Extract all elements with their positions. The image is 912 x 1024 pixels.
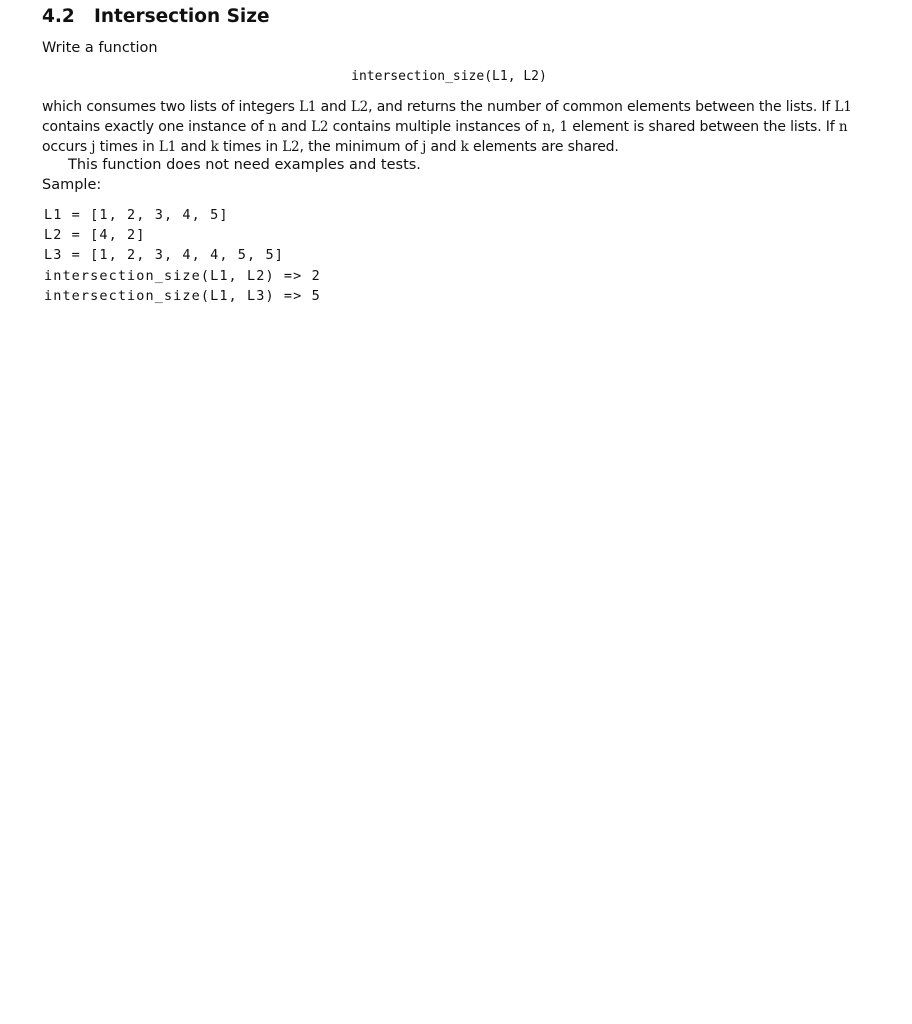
text-run: elements are shared. <box>468 139 619 155</box>
function-signature: intersection_size(L1, L2) <box>351 69 547 84</box>
text-run: , the minimum of <box>299 139 423 155</box>
intro-text: Write a function <box>42 40 158 56</box>
code-token: n <box>542 119 551 135</box>
code-token: k <box>210 139 219 155</box>
text-run: times in <box>218 139 283 155</box>
code-token: n <box>838 119 848 135</box>
code-line: L1 = [1, 2, 3, 4, 5] <box>44 207 229 223</box>
sample-code-block <box>44 205 321 306</box>
text-run: contains multiple instances of <box>328 119 543 135</box>
code-token: n <box>268 119 277 135</box>
code-token: k <box>460 139 469 155</box>
code-token: j <box>91 139 96 155</box>
text-run: occurs <box>42 139 92 155</box>
text-run: times in <box>95 139 159 155</box>
text-run: and <box>276 119 312 135</box>
code-token: L1 <box>834 99 852 115</box>
code-token: L2 <box>282 139 300 155</box>
description-line-3 <box>42 137 864 157</box>
text-run: and <box>316 99 351 115</box>
code-token: L1 <box>158 139 177 155</box>
description-line-1 <box>42 97 864 117</box>
code-token: L1 <box>299 99 317 115</box>
section-title: Intersection Size <box>94 6 270 27</box>
code-line: L2 = [4, 2] <box>44 227 146 244</box>
text-run: and <box>176 139 211 155</box>
section-number: 4.2 <box>42 6 75 27</box>
text-run: contains exactly one instance of <box>42 119 269 135</box>
text-run: , <box>550 119 560 135</box>
section-heading <box>42 6 270 27</box>
code-token: L2 <box>350 99 369 115</box>
description-paragraph <box>42 97 864 157</box>
code-line: intersection_size(L1, L3) => 5 <box>44 287 321 304</box>
description-line-2 <box>42 117 864 137</box>
note-text: This function does not need examples and tests. <box>68 157 421 173</box>
code-line: L3 = [1, 2, 3, 4, 4, 5, 5] <box>44 247 284 264</box>
text-run: and <box>426 139 461 155</box>
text-run: element is shared between the lists. If <box>567 119 839 135</box>
text-run: , and returns the number of common elements between the lists. If <box>368 99 835 115</box>
code-token: j <box>422 139 427 155</box>
code-token: 1 <box>559 119 568 135</box>
code-line: intersection_size(L1, L2) => 2 <box>44 267 321 284</box>
sample-label: Sample: <box>42 177 102 193</box>
code-token: L2 <box>311 119 329 135</box>
text-run: which consumes two lists of integers <box>42 99 300 115</box>
